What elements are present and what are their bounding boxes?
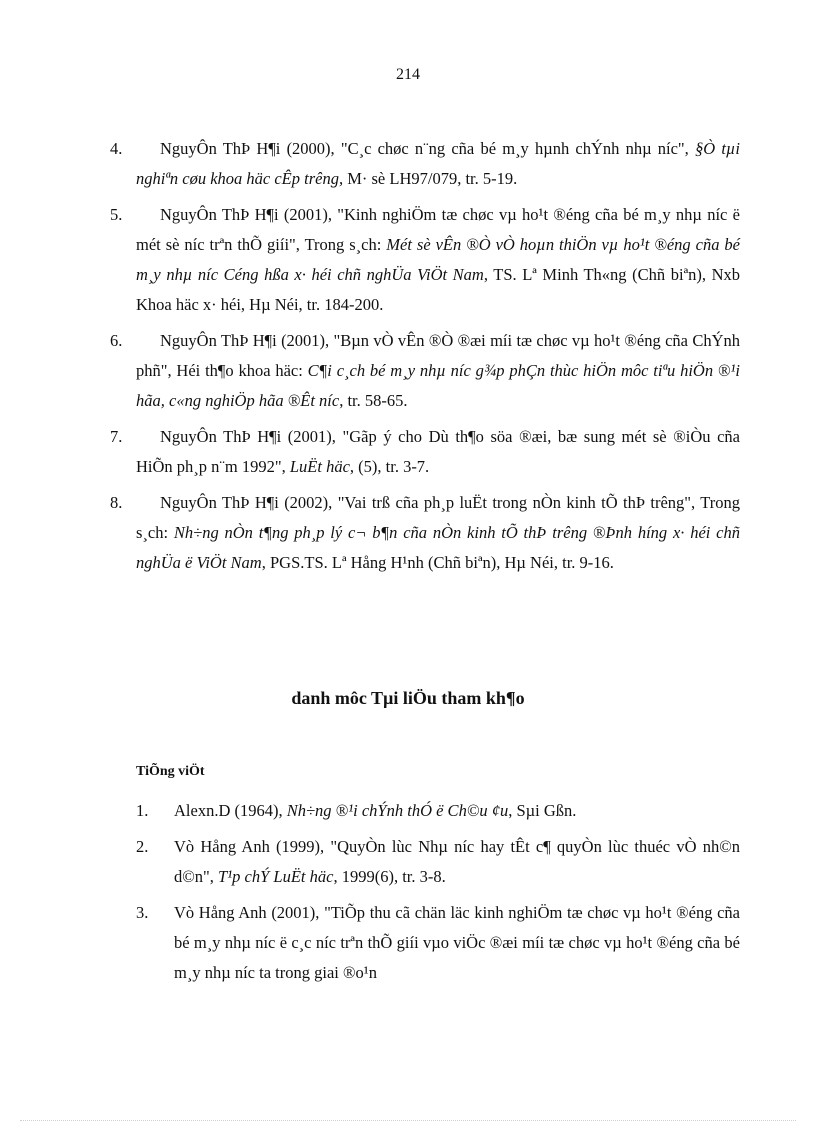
reference-number: 7.: [110, 427, 123, 446]
reference-text-segment: Vò Hång Anh (2001), "TiÕp thu cã chän läc kinh nghiÖm tæ chøc vµ ho¹t ®éng cña bé m¸y nhµ níc ë c¸c níc trªn thÕ giíi vµo viÖc ®æi míi tæ chøc vµ ho¹t ®éng cña bé m¸y nhµ níc ta trong giai ®o¹n: [174, 903, 740, 982]
reference-text-segment: , PGS.TS. Lª Hång H¹nh (Chñ biªn), Hµ Néi, tr. 9-16.: [261, 553, 614, 572]
reference-text: [136, 488, 740, 578]
reference-title-italic: Nh÷ng ®¹i chÝnh thÓ ë Ch©u ¢u: [286, 801, 509, 820]
reference-text-segment: M· sè LH97/079, tr. 5-19.: [343, 169, 518, 188]
reference-title-italic: T¹p chÝ LuËt häc: [218, 867, 334, 886]
reference-number: 3.: [136, 903, 149, 922]
reference-text-segment: NguyÔn ThÞ H¶i (2001), "Bµn vÒ vÊn ®Ò ®æi míi tæ chøc vµ ho¹t ®éng cña ChÝnh phñ", Héi th¶o khoa häc:: [136, 331, 740, 380]
reference-text: [136, 134, 740, 194]
reference-entry: [110, 200, 740, 320]
reference-entry: [136, 832, 740, 892]
page-footer-rule: [20, 1120, 796, 1121]
reference-text-segment: , tr. 58-65.: [339, 391, 408, 410]
reference-entry: [110, 326, 740, 416]
reference-text-segment: , (5), tr. 3-7.: [349, 457, 430, 476]
reference-title-italic: C¶i c¸ch bé m¸y nhµ níc g¾p phÇn thùc hiÖn môc tiªu hiÖn ®¹i hãa, c«ng nghiÖp hãa ®Êt níc: [136, 361, 740, 410]
reference-title-italic: §Ò tµi nghiªn cøu khoa häc cÊp trêng,: [136, 139, 740, 188]
reference-entry: [110, 422, 740, 482]
reference-entry: [136, 898, 740, 988]
reference-text: [174, 796, 740, 826]
reference-number: 1.: [136, 801, 149, 820]
reference-text-segment: NguyÔn ThÞ H¶i (2002), "Vai trß cña ph¸p luËt trong nÒn kinh tÕ thÞ trêng", Trong s¸ch:: [136, 493, 740, 542]
reference-title-italic: Nh÷ng nÒn t¶ng ph¸p lý c¬ b¶n cña nÒn kinh tÕ thÞ trêng ®Þnh híng x· héi chñ nghÜa ë ViÖt Nam: [136, 523, 741, 572]
subsection-heading: TiÕng viÖt: [136, 764, 205, 779]
reference-text-segment: Alexn.D (1964),: [174, 801, 287, 820]
reference-number: 6.: [110, 331, 123, 350]
reference-number: 5.: [110, 205, 123, 224]
reference-entry: [136, 796, 740, 826]
reference-number: 2.: [136, 837, 149, 856]
reference-text-segment: , Sµi Gßn.: [508, 801, 577, 820]
reference-title-italic: Mét sè vÊn ®Ò vÒ hoµn thiÖn vµ ho¹t ®éng cña bé m¸y nhµ níc Céng hßa x· héi chñ nghÜa ViÖt Nam: [136, 235, 740, 284]
reference-text-segment: , TS. Lª Minh Th«ng (Chñ biªn), Nxb Khoa häc x· héi, Hµ Néi, tr. 184-200.: [136, 265, 740, 314]
reference-text: [174, 898, 740, 988]
reference-text: [136, 200, 740, 320]
reference-title-italic: LuËt häc: [289, 457, 350, 476]
reference-number: 4.: [110, 139, 123, 158]
reference-entry: [110, 488, 740, 578]
reference-list-vietnamese: [136, 796, 740, 994]
section-title: danh môc Tµi liÖu tham kh¶o: [291, 688, 525, 708]
reference-text-segment: NguyÔn ThÞ H¶i (2000), "C¸c chøc n¨ng cña bé m¸y hµnh chÝnh nhµ níc",: [160, 139, 695, 158]
reference-text: [136, 326, 740, 416]
reference-text-segment: NguyÔn ThÞ H¶i (2001), "Kinh nghiÖm tæ chøc vµ ho¹t ®éng cña bé m¸y nhµ níc ë mét sè níc trªn thÕ giíi", Trong s¸ch:: [136, 205, 740, 254]
reference-text-segment: NguyÔn ThÞ H¶i (2001), "Gãp ý cho Dù th¶o söa ®æi, bæ sung mét sè ®iÒu cña HiÕn ph¸p n¨m 1992",: [136, 427, 740, 476]
page-number: 214: [396, 66, 420, 83]
reference-text: [174, 832, 740, 892]
reference-entry: [110, 134, 740, 194]
reference-list-publications: [110, 134, 740, 584]
reference-text: [136, 422, 740, 482]
reference-number: 8.: [110, 493, 123, 512]
reference-text-segment: Vò Hång Anh (1999), "QuyÒn lùc Nhµ níc hay tÊt c¶ quyÒn lùc thuéc vÒ nh©n d©n",: [174, 837, 740, 886]
reference-text-segment: , 1999(6), tr. 3-8.: [333, 867, 446, 886]
